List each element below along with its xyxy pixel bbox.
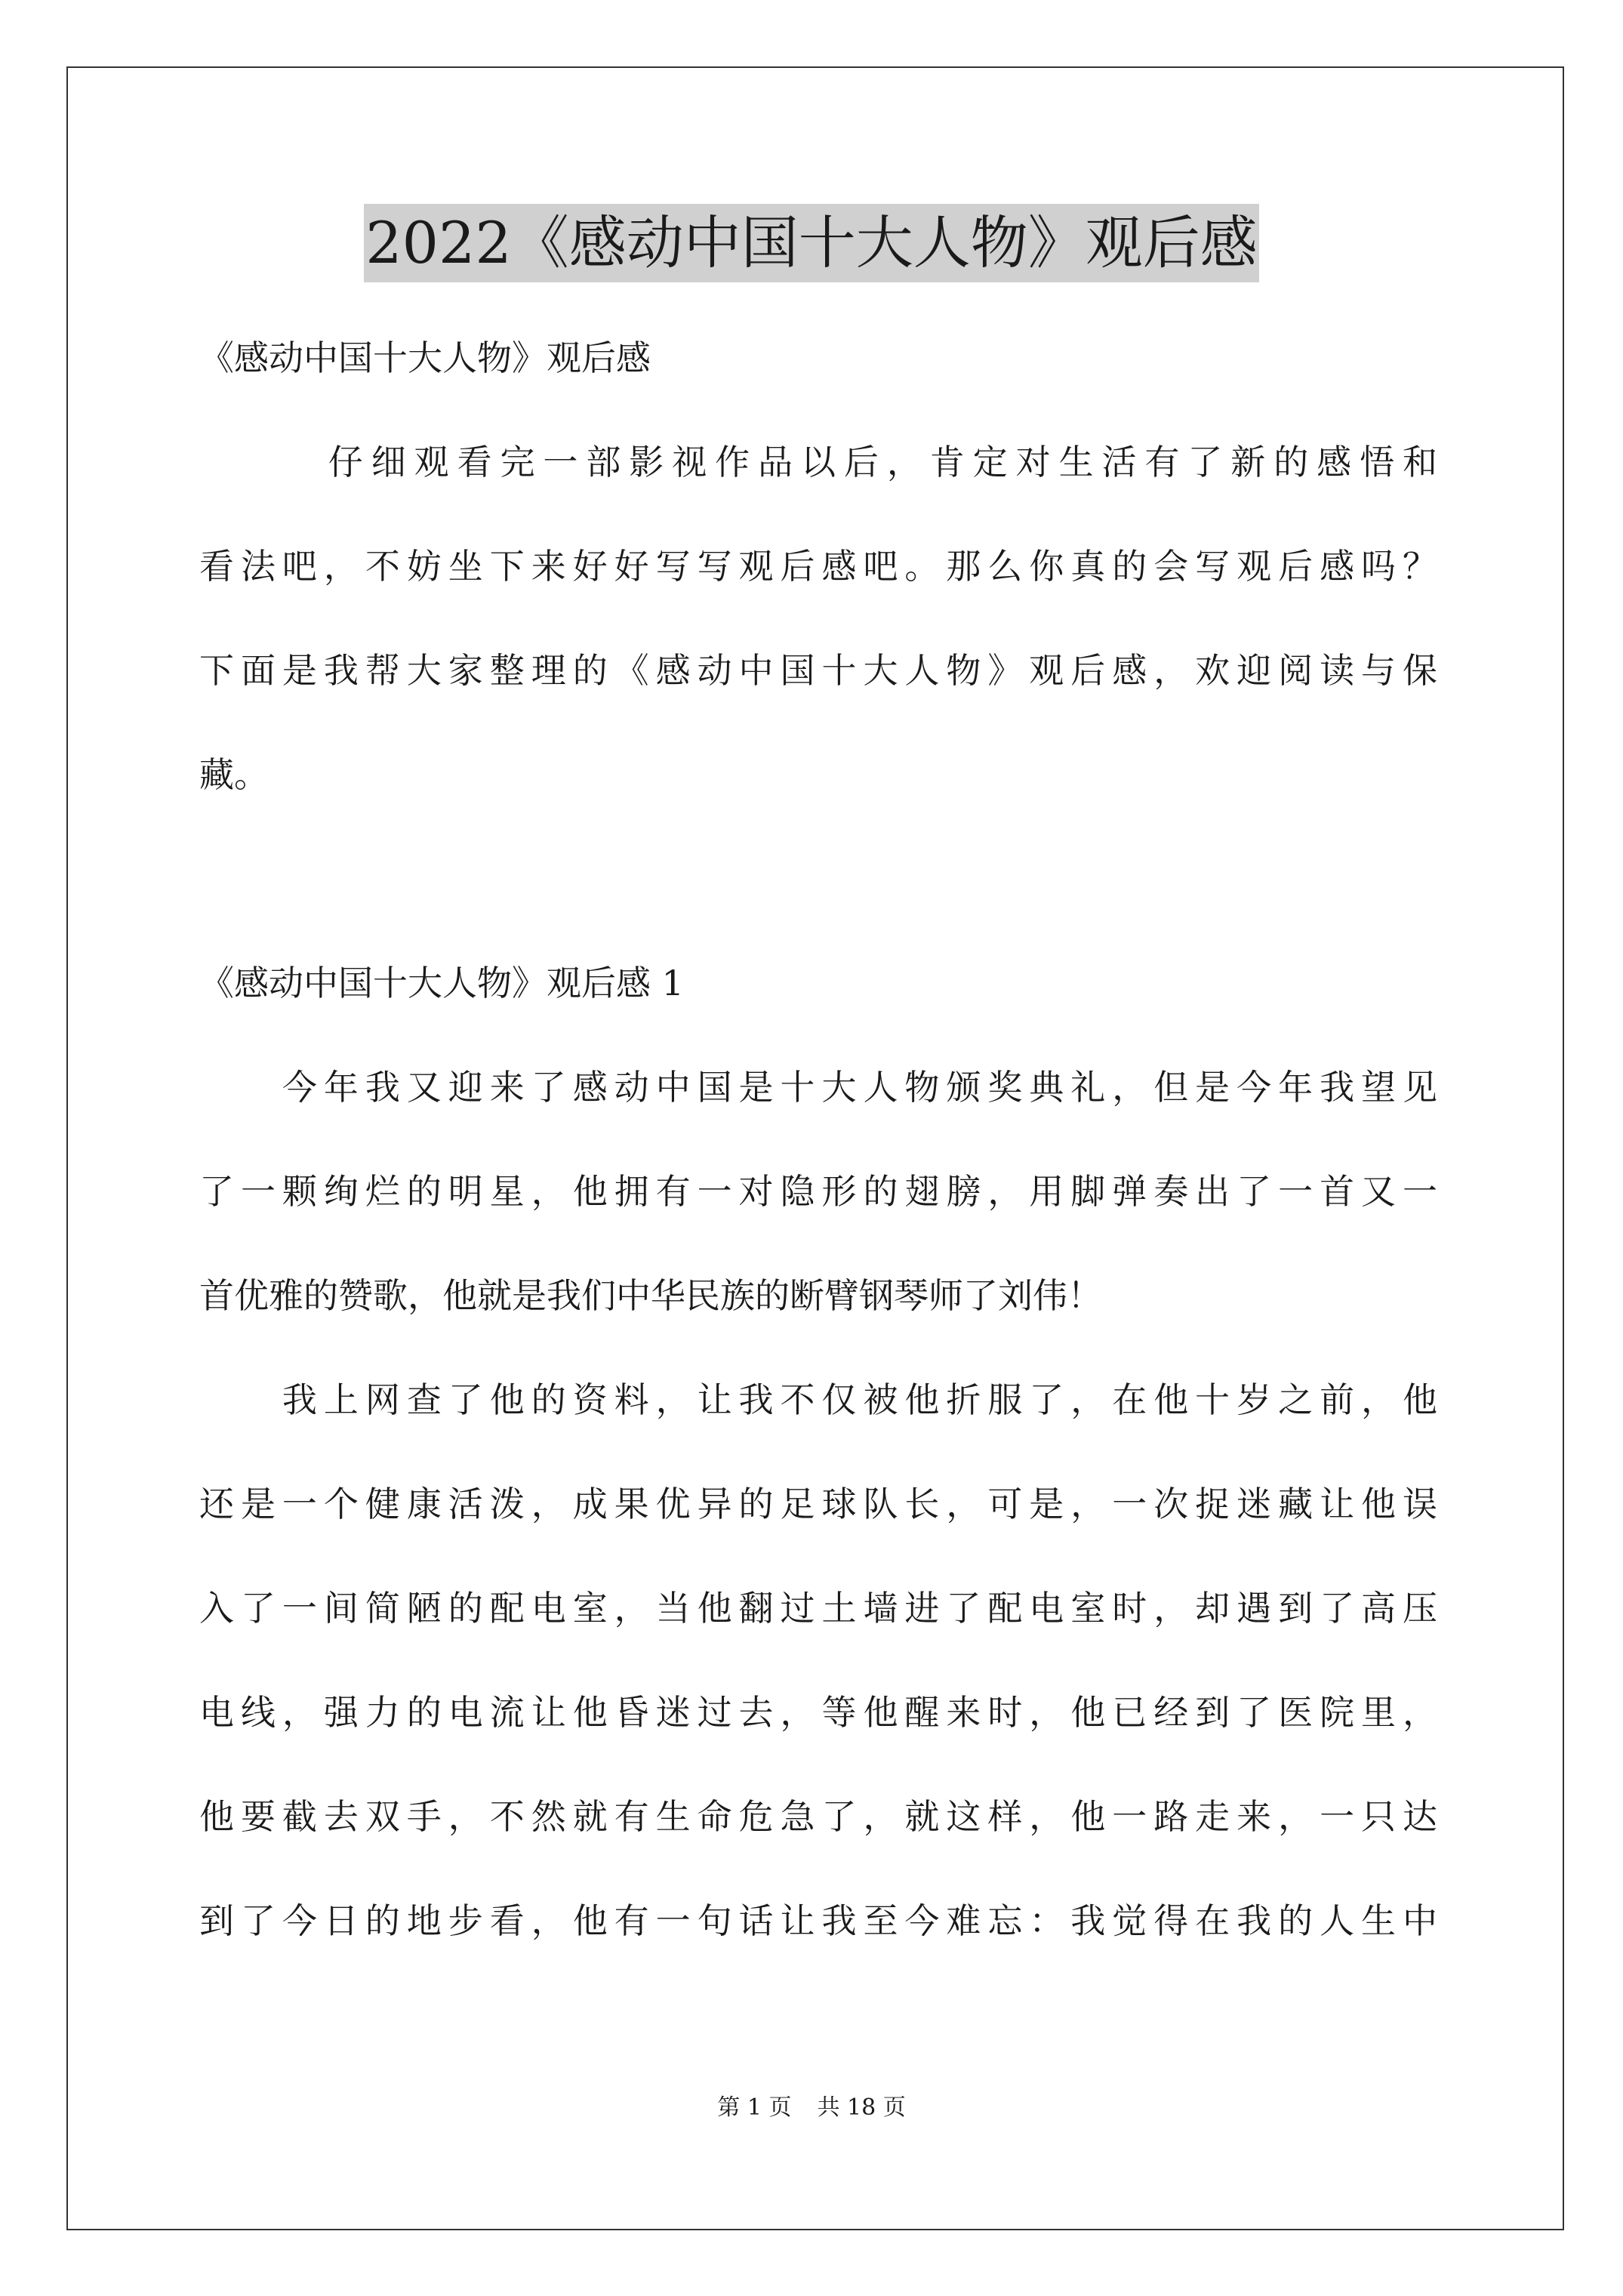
title-container	[0, 204, 1623, 282]
paragraph-line: 下面是我帮大家整理的《感动中国十大人物》观后感，欢迎阅读与保	[199, 650, 1437, 691]
section-heading: 《感动中国十大人物》观后感 1	[199, 963, 684, 1003]
paragraph-line: 仔细观看完一部影视作品以后，肯定对生活有了新的感悟和	[199, 442, 1437, 482]
paragraph-line: 了一颗绚烂的明星，他拥有一对隐形的翅膀，用脚弹奏出了一首又一	[199, 1171, 1437, 1212]
paragraph-line: 我上网查了他的资料，让我不仅被他折服了，在他十岁之前，他	[199, 1379, 1437, 1420]
paragraph-line: 电线，强力的电流让他昏迷过去，等他醒来时，他已经到了医院里，	[199, 1692, 1437, 1733]
paragraph-line: 首优雅的赞歌，他就是我们中华民族的断臂钢琴师了刘伟！	[199, 1275, 1102, 1316]
page-footer	[0, 2093, 1623, 2123]
document-body	[199, 306, 1437, 1973]
page-total: 共 18 页	[817, 2094, 906, 2121]
paragraph-line: 今年我又迎来了感动中国是十大人物颁奖典礼，但是今年我望见	[199, 1067, 1437, 1108]
paragraph-line: 还是一个健康活泼，成果优异的足球队长，可是，一次捉迷藏让他误	[199, 1484, 1437, 1524]
section-heading: 《感动中国十大人物》观后感	[199, 337, 651, 378]
paragraph-line: 藏。	[199, 754, 269, 795]
paragraph-line: 入了一间简陋的配电室，当他翻过土墙进了配电室时，却遇到了高压	[199, 1588, 1437, 1629]
paragraph-line: 看法吧，不妨坐下来好好写写观后感吧。那么你真的会写观后感吗？	[199, 546, 1437, 587]
page-number: 第 1 页	[717, 2094, 792, 2121]
blank-line	[199, 827, 1437, 931]
paragraph-line: 他要截去双手，不然就有生命危急了，就这样，他一路走来，一只达	[199, 1796, 1437, 1837]
document-title: 2022《感动中国十大人物》观后感	[364, 204, 1258, 282]
paragraph-line: 到了今日的地步看，他有一句话让我至今难忘：我觉得在我的人生中	[199, 1900, 1437, 1941]
